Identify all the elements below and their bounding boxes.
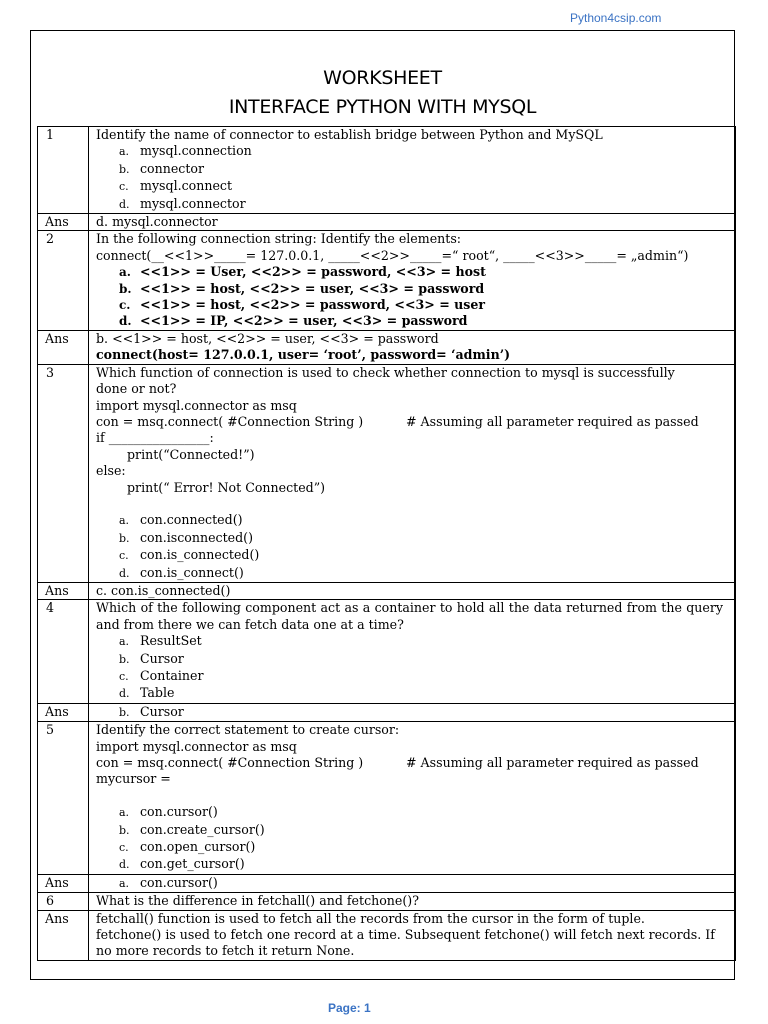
answer-body	[89, 874, 736, 892]
option: a. <<1>> = User, <<2>> = password, <<3> = host	[119, 264, 486, 280]
option: b. Cursor	[119, 650, 184, 666]
option: d. con.get_cursor()	[119, 856, 245, 872]
answer-label: Ans	[38, 582, 89, 599]
answer-body	[89, 330, 736, 364]
answer-row-3	[38, 582, 736, 599]
option: d. con.is_connect()	[119, 564, 244, 580]
option: d. Table	[119, 685, 175, 701]
question-text: Which function of connection is used to check whether connection to mysql is successfully done or not?	[96, 364, 675, 397]
code-line: print(“Connected!”)	[127, 446, 255, 462]
code-line: print(“ Error! Not Connected”)	[127, 479, 326, 495]
code-line: if ________________:	[96, 430, 214, 446]
question-text: What is the difference in fetchall() and fetchone()?	[89, 893, 736, 910]
option: b. con.isconnected()	[119, 529, 254, 545]
question-text: In the following connection string: Identify the elements:	[96, 231, 462, 247]
question-row-1	[38, 127, 736, 214]
question-body	[89, 600, 736, 703]
option: a. ResultSet	[119, 633, 202, 649]
answer-label: Ans	[38, 330, 89, 364]
option: c. <<1>> = host, <<2>> = password, <<3> = user	[119, 297, 486, 313]
question-number: 3	[38, 364, 89, 582]
answer-label: Ans	[38, 910, 89, 960]
question-row-6	[38, 893, 736, 910]
answer-text: a. con.cursor()	[119, 874, 218, 890]
question-text: Identify the name of connector to establish bridge between Python and MySQL	[96, 127, 603, 142]
question-number: 1	[38, 127, 89, 214]
code-line: import mysql.connector as msq	[96, 738, 297, 754]
answer-line: fetchall() function is used to fetch all the records from the cursor in the form of tuple.	[96, 910, 645, 926]
answer-text: b. <<1>> = host, <<2>> = user, <<3> = password	[96, 330, 439, 346]
answer-code: connect(host= 127.0.0.1, user= ‘root’, password= ‘admin’)	[96, 347, 511, 363]
option: c. con.is_connected()	[119, 547, 260, 563]
answer-row-4	[38, 703, 736, 721]
code-comment: # Assuming all parameter required as passed	[406, 755, 699, 771]
answer-text: b. Cursor	[119, 703, 184, 719]
code-line: con = msq.connect( #Connection String ) # Assuming all parameter required as passed	[96, 413, 699, 429]
option: b. connector	[119, 160, 205, 176]
answer-row-6	[38, 910, 736, 960]
answer-body	[89, 910, 736, 960]
question-code: connect(__<<1>>_____= 127.0.0.1, _____<<2>>_____=“ root“, _____<<3>>_____= „admin“)	[96, 247, 689, 263]
option: b. con.create_cursor()	[119, 821, 265, 837]
question-number: 6	[38, 893, 89, 910]
question-body	[89, 722, 736, 875]
option: c. con.open_cursor()	[119, 839, 256, 855]
page-number: Page: 1	[328, 1001, 371, 1015]
question-number: 5	[38, 722, 89, 875]
question-number: 4	[38, 600, 89, 703]
answer-text: c. con.is_connected()	[89, 582, 736, 599]
option: a. mysql.connection	[119, 143, 252, 159]
worksheet-title	[30, 64, 735, 122]
option: d. <<1>> = IP, <<2>> = user, <<3> = password	[119, 313, 468, 329]
question-table	[37, 126, 736, 961]
question-body	[89, 231, 736, 330]
option: d. mysql.connector	[119, 195, 246, 211]
title-line-2: INTERFACE PYTHON WITH MYSQL	[228, 96, 537, 118]
question-body	[89, 364, 736, 582]
answer-label: Ans	[38, 703, 89, 721]
code-line: else:	[96, 463, 126, 479]
site-name: Python4csip.com	[570, 11, 662, 25]
question-body	[89, 127, 736, 214]
question-row-4	[38, 600, 736, 703]
option: b. <<1>> = host, <<2>> = user, <<3> = password	[119, 280, 485, 296]
question-row-2	[38, 231, 736, 330]
question-row-5	[38, 722, 736, 875]
answer-row-5	[38, 874, 736, 892]
code-line: import mysql.connector as msq	[96, 397, 297, 413]
option: a. con.cursor()	[119, 804, 218, 820]
option: c. Container	[119, 667, 204, 683]
code-comment: # Assuming all parameter required as passed	[406, 413, 699, 429]
answer-row-2	[38, 330, 736, 364]
question-text: Identify the correct statement to create cursor:	[96, 722, 400, 738]
answer-label: Ans	[38, 214, 89, 231]
option: a. con.connected()	[119, 512, 243, 528]
question-text: Which of the following component act as a container to hold all the data returned from the query and from there we can fetch data one at a time?	[96, 600, 723, 632]
code-line: mycursor =	[96, 771, 171, 787]
title-line-1: WORKSHEET	[323, 67, 442, 89]
question-row-3	[38, 364, 736, 582]
answer-line: fetchone() is used to fetch one record at a time. Subsequent fetchone() will fetch next records. If no more records to fetch it return None.	[96, 927, 715, 959]
answer-row-1	[38, 214, 736, 231]
answer-body	[89, 703, 736, 721]
answer-label: Ans	[38, 874, 89, 892]
option: c. mysql.connect	[119, 178, 233, 194]
code-line: con = msq.connect( #Connection String ) # Assuming all parameter required as passed	[96, 755, 699, 771]
question-number: 2	[38, 231, 89, 330]
answer-text: d. mysql.connector	[89, 214, 736, 231]
